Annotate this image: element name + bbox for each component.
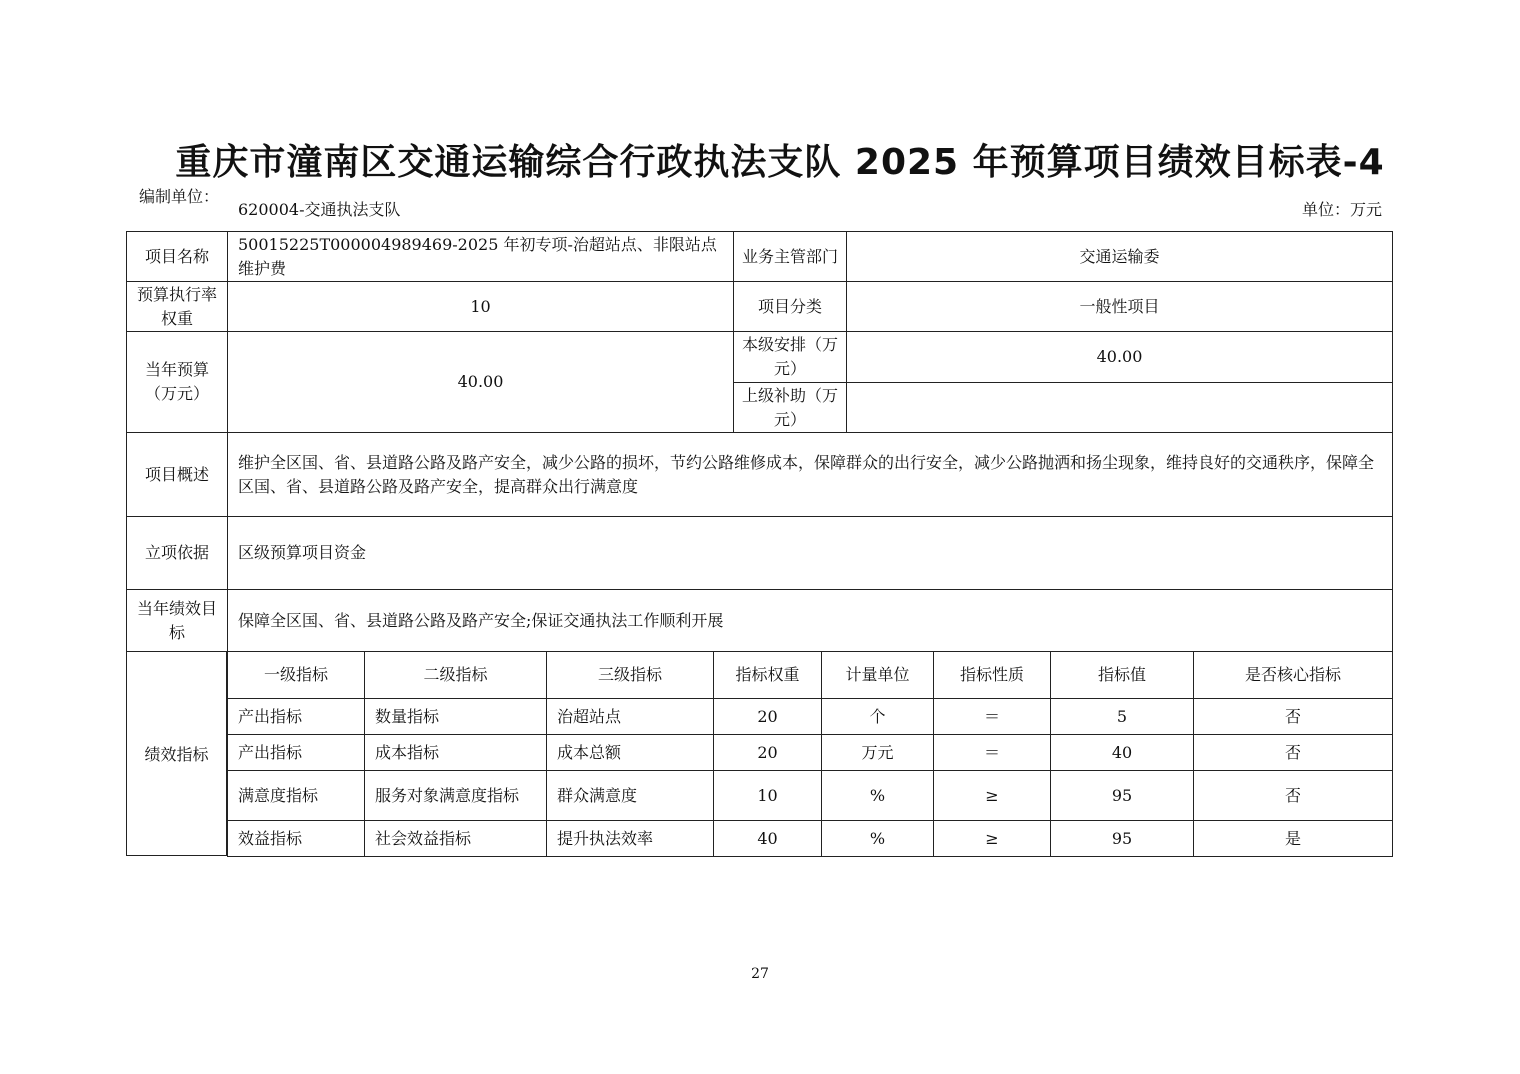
- page-title: 重庆市潼南区交通运输综合行政执法支队 2025 年预算项目绩效目标表-4: [175, 142, 1385, 183]
- annual-budget-value: 40.00: [228, 332, 734, 433]
- table-row: [228, 771, 1393, 821]
- unit-cell: 个: [822, 699, 934, 735]
- page-number: 27: [751, 966, 769, 982]
- annual-budget-label: 当年预算（万元）: [127, 332, 228, 433]
- weight-cell: 20: [714, 735, 822, 771]
- weight-cell: 10: [714, 771, 822, 821]
- unit-value: 620004-交通执法支队: [238, 200, 401, 219]
- table-row: [228, 735, 1393, 771]
- nature-cell: ≥: [934, 771, 1051, 821]
- core-cell: 否: [1194, 699, 1393, 735]
- unit-cell: 万元: [822, 735, 934, 771]
- nature-cell: ＝: [934, 735, 1051, 771]
- level2-cell: 社会效益指标: [365, 821, 547, 857]
- core-cell: 否: [1194, 735, 1393, 771]
- level2-cell: 数量指标: [365, 699, 547, 735]
- local-allocation-value: 40.00: [847, 332, 1393, 383]
- performance-indicator-label: 绩效指标: [126, 651, 227, 856]
- weight-cell: 40: [714, 821, 822, 857]
- project-name-value: 50015225T000004989469-2025 年初专项-治超站点、非限站点维护费: [228, 232, 734, 282]
- nature-cell: ＝: [934, 699, 1051, 735]
- level3-cell: 提升执法效率: [547, 821, 714, 857]
- unit-cell: %: [822, 771, 934, 821]
- level1-cell: 效益指标: [228, 821, 365, 857]
- basis-label: 立项依据: [127, 517, 228, 590]
- level3-cell: 治超站点: [547, 699, 714, 735]
- level1-cell: 产出指标: [228, 735, 365, 771]
- performance-indicator-table: [227, 651, 1393, 857]
- basis-value: 区级预算项目资金: [228, 517, 1393, 590]
- project-category-label: 项目分类: [734, 282, 847, 332]
- nature-cell: ≥: [934, 821, 1051, 857]
- header-level1: 一级指标: [228, 652, 365, 699]
- level3-cell: 群众满意度: [547, 771, 714, 821]
- level3-cell: 成本总额: [547, 735, 714, 771]
- overview-label: 项目概述: [127, 433, 228, 517]
- department-label: 业务主管部门: [734, 232, 847, 282]
- header-unit: 计量单位: [822, 652, 934, 699]
- level1-cell: 产出指标: [228, 699, 365, 735]
- unit-cell: %: [822, 821, 934, 857]
- value-cell: 5: [1051, 699, 1194, 735]
- header-level2: 二级指标: [365, 652, 547, 699]
- execution-weight-label: 预算执行率权重: [127, 282, 228, 332]
- header-nature: 指标性质: [934, 652, 1051, 699]
- project-category-value: 一般性项目: [847, 282, 1393, 332]
- unit-label: 编制单位：: [138, 187, 219, 206]
- department-value: 交通运输委: [847, 232, 1393, 282]
- annual-goal-value: 保障全区国、省、县道路公路及路产安全;保证交通执法工作顺利开展: [228, 590, 1393, 652]
- header-level3: 三级指标: [547, 652, 714, 699]
- execution-weight-value: 10: [228, 282, 734, 332]
- level2-cell: 成本指标: [365, 735, 547, 771]
- header-core: 是否核心指标: [1194, 652, 1393, 699]
- table-row: [228, 821, 1393, 857]
- header-value: 指标值: [1051, 652, 1194, 699]
- table-row: [228, 699, 1393, 735]
- weight-cell: 20: [714, 699, 822, 735]
- level1-cell: 满意度指标: [228, 771, 365, 821]
- value-cell: 95: [1051, 771, 1194, 821]
- header-weight: 指标权重: [714, 652, 822, 699]
- money-unit: 单位：万元: [1301, 200, 1382, 219]
- value-cell: 95: [1051, 821, 1194, 857]
- upper-subsidy-value: [847, 383, 1393, 433]
- overview-value: 维护全区国、省、县道路公路及路产安全，减少公路的损坏，节约公路维修成本，保障群众的出行安全，减少公路抛洒和扬尘现象，维持良好的交通秩序，保障全区国、省、县道路公路及路产安全，提高群众出行满意度: [228, 433, 1393, 517]
- value-cell: 40: [1051, 735, 1194, 771]
- level2-cell: 服务对象满意度指标: [365, 771, 547, 821]
- project-name-label: 项目名称: [127, 232, 228, 282]
- local-allocation-label: 本级安排（万元）: [734, 332, 847, 383]
- core-cell: 否: [1194, 771, 1393, 821]
- core-cell: 是: [1194, 821, 1393, 857]
- project-info-table: [126, 231, 1393, 652]
- upper-subsidy-label: 上级补助（万元）: [734, 383, 847, 433]
- annual-goal-label: 当年绩效目标: [127, 590, 228, 652]
